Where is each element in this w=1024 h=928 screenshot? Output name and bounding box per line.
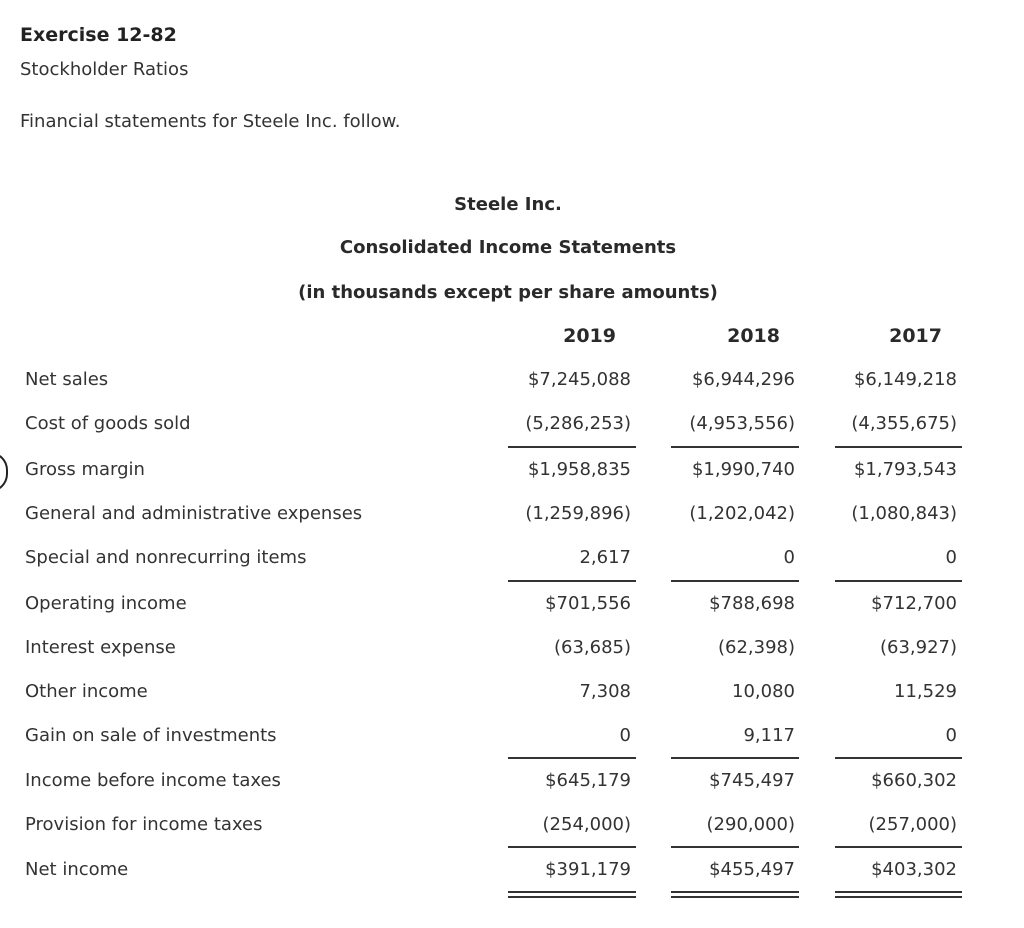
table-cell: 2,617 xyxy=(579,547,631,568)
subtotal-rule xyxy=(835,757,962,759)
table-cell: (63,685) xyxy=(553,637,631,658)
row-label: Interest expense xyxy=(25,637,176,658)
table-cell: 0 xyxy=(783,547,795,568)
subtotal-rule xyxy=(835,846,962,848)
table-cell: (257,000) xyxy=(868,814,957,835)
table-cell: $455,497 xyxy=(709,859,795,880)
table-cell: (4,355,675) xyxy=(851,413,957,434)
subtotal-rule xyxy=(671,757,799,759)
statement-company: Steele Inc. xyxy=(454,194,562,215)
table-cell: (1,202,042) xyxy=(689,503,795,524)
row-label: Gross margin xyxy=(25,459,145,480)
row-label: Special and nonrecurring items xyxy=(25,547,307,568)
row-label: Cost of goods sold xyxy=(25,413,191,434)
table-cell: (63,927) xyxy=(879,637,957,658)
subtotal-rule xyxy=(508,580,636,582)
table-cell: 11,529 xyxy=(894,681,957,702)
total-double-rule xyxy=(508,891,636,893)
table-cell: $1,990,740 xyxy=(691,459,795,480)
year-header-2017: 2017 xyxy=(889,325,942,347)
table-cell: $745,497 xyxy=(709,770,795,791)
table-cell: $7,245,088 xyxy=(527,369,631,390)
statement-name: Consolidated Income Statements xyxy=(339,237,677,258)
table-cell: $6,944,296 xyxy=(691,369,795,390)
subtotal-rule xyxy=(671,446,799,448)
row-label: Gain on sale of investments xyxy=(25,725,277,746)
subtotal-rule xyxy=(508,757,636,759)
table-cell: $712,700 xyxy=(871,593,957,614)
subtotal-rule xyxy=(508,446,636,448)
table-cell: (290,000) xyxy=(706,814,795,835)
table-cell: (62,398) xyxy=(717,637,795,658)
exercise-intro: Financial statements for Steele Inc. follow. xyxy=(20,111,401,132)
subtotal-rule xyxy=(671,580,799,582)
row-label: Provision for income taxes xyxy=(25,814,263,835)
table-cell: $645,179 xyxy=(545,770,631,791)
row-label: Net sales xyxy=(25,369,109,390)
table-cell: 9,117 xyxy=(743,725,795,746)
edge-bracket-icon xyxy=(0,452,8,492)
table-cell: (4,953,556) xyxy=(689,413,795,434)
year-header-2019: 2019 xyxy=(563,325,616,347)
table-cell: $660,302 xyxy=(871,770,957,791)
total-double-rule xyxy=(835,896,962,898)
table-cell: $391,179 xyxy=(545,859,631,880)
subtotal-rule xyxy=(835,580,962,582)
row-label: Income before income taxes xyxy=(25,770,281,791)
table-cell: $701,556 xyxy=(545,593,631,614)
table-cell: 0 xyxy=(945,547,957,568)
statement-units: (in thousands except per share amounts) xyxy=(298,282,718,303)
row-label: Other income xyxy=(25,681,148,702)
table-cell: $6,149,218 xyxy=(853,369,957,390)
table-cell: (5,286,253) xyxy=(525,413,631,434)
table-cell: 0 xyxy=(619,725,631,746)
exercise-subtitle: Stockholder Ratios xyxy=(20,59,189,80)
table-cell: 7,308 xyxy=(579,681,631,702)
table-cell: 0 xyxy=(945,725,957,746)
total-double-rule xyxy=(671,896,799,898)
table-cell: (1,080,843) xyxy=(851,503,957,524)
table-cell: $1,793,543 xyxy=(853,459,957,480)
subtotal-rule xyxy=(508,846,636,848)
total-double-rule xyxy=(835,891,962,893)
table-cell: (1,259,896) xyxy=(525,503,631,524)
row-label: Operating income xyxy=(25,593,187,614)
table-cell: (254,000) xyxy=(542,814,631,835)
row-label: Net income xyxy=(25,859,129,880)
row-label: General and administrative expenses xyxy=(25,503,363,524)
table-cell: $788,698 xyxy=(709,593,795,614)
year-header-2018: 2018 xyxy=(727,325,780,347)
exercise-title: Exercise 12-82 xyxy=(20,24,177,46)
table-cell: $403,302 xyxy=(871,859,957,880)
subtotal-rule xyxy=(835,446,962,448)
total-double-rule xyxy=(508,896,636,898)
table-cell: 10,080 xyxy=(732,681,795,702)
table-cell: $1,958,835 xyxy=(527,459,631,480)
total-double-rule xyxy=(671,891,799,893)
subtotal-rule xyxy=(671,846,799,848)
